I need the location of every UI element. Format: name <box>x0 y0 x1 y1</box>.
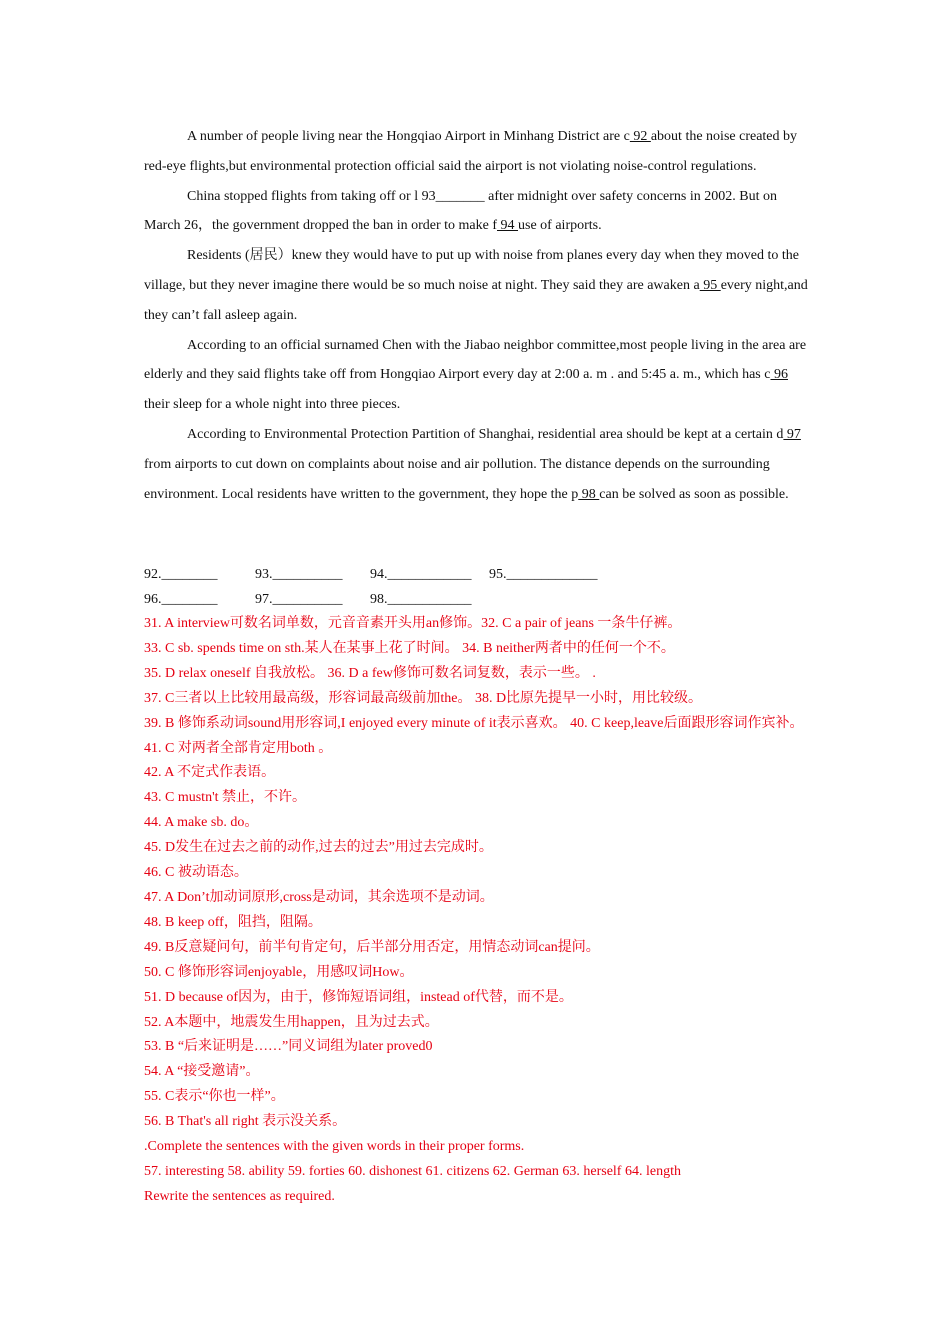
blank-98: 98 <box>578 486 600 502</box>
paragraph-text: about the noise created by red-eye flights,but environmental protection official said the airport is not violating noise-control regulations. <box>144 129 798 174</box>
answer-line: 39. B 修饰系动词sound用形容词,I enjoyed every minute of it表示喜欢。 40. C keep,leave后面跟形容词作宾补。 <box>144 715 804 731</box>
blank-94: 94 <box>497 218 519 234</box>
blank-92: 92 <box>629 129 651 144</box>
paragraph-text: Residents (居民）knew they would have to put up with noise from planes every day when they moved to the village, but they never imagine there would be so much noise at night. They said they are awaken a <box>144 248 799 293</box>
section-instruction: .Complete the sentences with the given words in their proper forms. <box>144 1139 525 1155</box>
paragraph-5 <box>144 420 808 509</box>
answer-line: 52. A本题中，地震发生用happen，且为过去式。 <box>144 1014 439 1030</box>
answer-line: 46. C 被动语态。 <box>144 865 248 881</box>
blank-field: 93.__________ <box>255 567 343 582</box>
paragraph-text: China stopped flights from taking off or l 93_______ after midnight over safety concerns in 2002. But on March 26，the government dropped the ban in order to make f <box>144 188 777 234</box>
blank-field: 96.________ <box>144 592 218 607</box>
paragraph-text: can be solved as soon as possible. <box>599 486 789 502</box>
blank-field: 97.__________ <box>255 592 343 607</box>
answer-line: 56. B That's all right 表示没关系。 <box>144 1114 347 1130</box>
blank-97: 97 <box>783 426 801 442</box>
blank-row <box>144 587 619 612</box>
section-instruction: Rewrite the sentences as required. <box>144 1188 335 1204</box>
answer-line: 48. B keep off，阻挡，阻隔。 <box>144 914 322 930</box>
paragraph-3 <box>144 241 808 330</box>
answer-line: 47. A Don’t加动词原形,cross是动词，其余选项不是动词。 <box>144 889 494 905</box>
answer-line: 53. B “后来证明是……”同义词组为later proved0 <box>144 1039 433 1055</box>
blank-95: 95 <box>699 277 721 293</box>
paragraph-text: from airports to cut down on complaints about noise and air pollution. The distance depends on the surrounding environment. Local residents have written to the government, they hope the p <box>144 456 770 502</box>
paragraph-2 <box>144 182 808 242</box>
answer-line: 35. D relax oneself 自我放松。 36. D a few修饰可数名词复数，表示一些。 . <box>144 665 596 681</box>
blank-field: 95._____________ <box>489 567 598 582</box>
answer-line: 57. interesting 58. ability 59. forties 60. dishonest 61. citizens 62. German 63. herself 64. length <box>144 1163 681 1179</box>
paragraph-4 <box>144 331 808 420</box>
answer-line: 45. D发生在过去之前的动作,过去的过去”用过去完成时。 <box>144 840 493 856</box>
paragraph-text: use of airports. <box>518 218 602 234</box>
blank-field: 94.____________ <box>370 567 472 582</box>
paragraph-text: A number of people living near the Hongqiao Airport in Minhang District are c <box>187 129 630 144</box>
answer-line: 49. B反意疑问句，前半句肯定句，后半部分用否定，用情态动词can提问。 <box>144 939 600 955</box>
blank-field: 98.____________ <box>370 592 472 607</box>
paragraph-text: According to Environmental Protection Partition of Shanghai, residential area should be kept at a certain d <box>187 426 784 442</box>
answer-line: 42. A 不定式作表语。 <box>144 765 276 781</box>
cloze-passage <box>144 122 808 509</box>
paragraph-1 <box>144 122 808 182</box>
answer-line: 54. A “接受邀请”。 <box>144 1064 260 1080</box>
paragraph-text: every night,and they can’t fall asleep again. <box>144 277 808 323</box>
answer-line: 51. D because of因为，由于，修饰短语词组，instead of代替，而不是。 <box>144 989 573 1005</box>
answer-line: 55. C表示“你也一样”。 <box>144 1089 285 1105</box>
answer-line: 43. C mustn't 禁止，不许。 <box>144 790 306 806</box>
answer-key <box>144 612 834 1210</box>
answer-line: 41. C 对两者全部肯定用both 。 <box>144 740 333 756</box>
answer-line: 31. A interview可数名词单数，元音音素开头用an修饰。32. C a pair of jeans 一条牛仔裤。 <box>144 616 682 631</box>
paragraph-text: their sleep for a whole night into three pieces. <box>144 397 401 413</box>
answer-line: 44. A make sb. do。 <box>144 815 259 831</box>
answer-line: 50. C 修饰形容词enjoyable，用感叹词How。 <box>144 964 414 980</box>
answer-line: 37. C三者以上比较用最高级，形容词最高级前加the。 38. D比原先提早一小时，用比较级。 <box>144 690 703 706</box>
answer-blanks <box>144 562 619 612</box>
answer-line: 33. C sb. spends time on sth.某人在某事上花了时间。 34. B neither两者中的任何一个不。 <box>144 640 675 656</box>
blank-row <box>144 562 619 587</box>
blank-96: 96 <box>770 367 788 383</box>
paragraph-text: According to an official surnamed Chen with the Jiabao neighbor committee,most people living in the area are elderly and they said flights take off from Hongqiao Airport every day at 2:00 a. m . and 5:45 a. m., which has c <box>144 337 807 383</box>
blank-field: 92.________ <box>144 567 218 582</box>
